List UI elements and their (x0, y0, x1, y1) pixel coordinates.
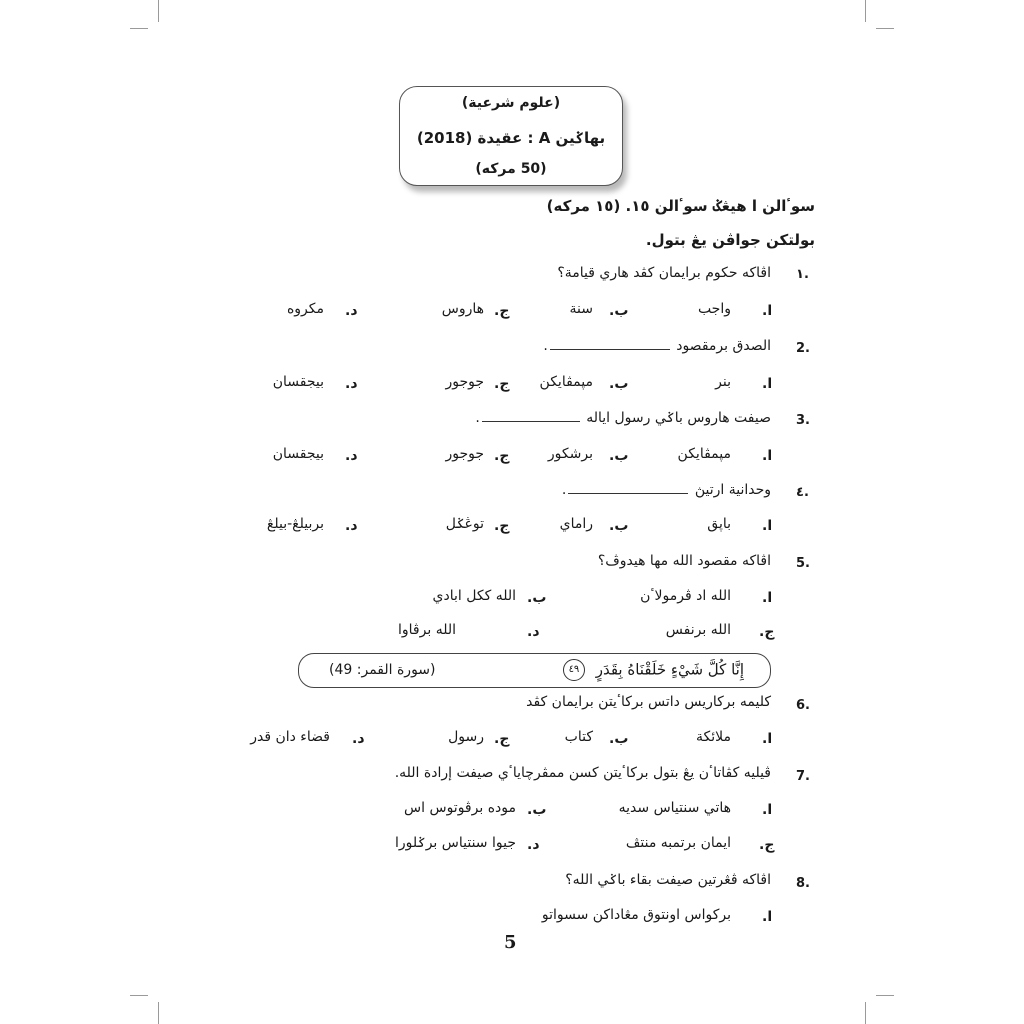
answer-blank (482, 421, 580, 422)
instruction-line-2: بولتكن جواڤن يڠ بتول. (645, 231, 815, 249)
option-letter: د. (527, 837, 540, 853)
question-text (475, 410, 771, 426)
option-letter: ا. (762, 303, 773, 319)
question-text-after: . (543, 338, 548, 354)
option-letter: ب. (609, 376, 629, 392)
option-text: باڽق (707, 516, 731, 532)
page-number: 5 (504, 932, 517, 953)
question-text-before: صيفت هاروس باݢي رسول اياله (586, 410, 771, 426)
option-text: مكروه (286, 301, 324, 317)
question-text: ڤيليه كڤاتاٴن يڠ بتول بركاٴيتن كسن ممڤرچاياٴي صيفت إرادة الله. (394, 765, 771, 781)
option-letter: د. (345, 376, 358, 392)
option-text: موده برڤوتوس اس (404, 800, 516, 816)
option-text: بركواس اونتوق مڠاداكن سسواتو (541, 907, 731, 923)
question-number: 3. (796, 413, 810, 428)
crop-mark (876, 28, 894, 29)
option-text: مڽمڤايكن (677, 446, 731, 462)
question-text: اڤاكه مقصود الله مها هيدوڤ؟ (597, 553, 771, 569)
option-text: ايمان برتمبه منتڤ (625, 835, 731, 851)
option-text: هاروس (441, 301, 484, 317)
crop-mark (876, 995, 894, 996)
option-letter: ا. (762, 376, 773, 392)
instruction-line-1: سوٴالن ا هيڠݢ سوٴالن ١٥. (١٥ مركه) (546, 197, 815, 215)
option-text: بيجقسان (272, 446, 324, 462)
option-letter: د. (352, 731, 365, 747)
subject-title: (علوم شرعية) (461, 95, 561, 111)
option-letter: ب. (609, 303, 629, 319)
option-text: الله ككل ابادي (432, 588, 516, 604)
quran-verse (563, 659, 744, 681)
option-letter: د. (345, 303, 358, 319)
option-text: الله برڤاوا (398, 622, 456, 638)
option-letter: ا. (762, 448, 773, 464)
option-text: برشكور (547, 446, 593, 462)
question-number: 7. (796, 769, 810, 784)
option-text: سنة (569, 301, 593, 317)
section-title-box (399, 86, 623, 186)
section-title: بهاݢين A : عقيدة (2018) (416, 129, 606, 147)
option-letter: ب. (527, 802, 547, 818)
crop-mark (865, 0, 866, 22)
answer-blank (550, 349, 670, 350)
option-letter: د. (345, 448, 358, 464)
option-letter: ا. (762, 802, 773, 818)
question-text-after: . (561, 482, 567, 498)
question-text (543, 338, 771, 354)
quran-verse-box (298, 653, 771, 688)
option-text: هاتي سنتياس سديه (618, 800, 731, 816)
option-text: جوجور (445, 374, 484, 390)
option-text: توڠݢل (445, 516, 484, 532)
option-text: جيوا سنتياس برݢلورا (394, 835, 516, 851)
question-number: ١. (796, 267, 809, 282)
option-letter: ج. (494, 518, 510, 534)
option-letter: ا. (762, 731, 773, 747)
question-text: اڤاكه ڤڠرتين صيفت بقاء باݢي الله؟ (565, 872, 771, 888)
question-text (562, 482, 771, 498)
question-text-after: . (475, 410, 480, 426)
ayah-number-mark: ٤٩ (563, 659, 585, 681)
option-text: بيجقسان (272, 374, 324, 390)
answer-blank (568, 493, 688, 494)
option-text: راماي (559, 516, 593, 532)
option-letter: ج. (759, 837, 775, 853)
option-text: الله اد ڤرمولاٴن (640, 588, 731, 604)
option-text: قضاء دان قدر (250, 729, 330, 745)
option-text: بربيلڠ-بيلڠ (266, 516, 324, 532)
crop-mark (130, 995, 148, 996)
option-letter: ا. (762, 590, 773, 606)
option-text: الله برنفس (665, 622, 731, 638)
verse-reference: (سورة القمر: 49) (329, 662, 436, 678)
option-text: كتاب (564, 729, 593, 745)
question-text: كليمه بركاريس داتس بركاٴيتن برايمان كڤد (526, 694, 771, 710)
crop-mark (130, 28, 148, 29)
question-text-before: وحدانية ارتيڽ (694, 482, 771, 498)
option-letter: ا. (762, 909, 773, 925)
option-letter: د. (345, 518, 358, 534)
question-number: 8. (796, 876, 810, 891)
option-letter: ج. (759, 624, 775, 640)
option-text: بنر (715, 374, 731, 390)
question-number: ٤. (796, 485, 809, 500)
question-text-before: الصدق برمقصود (676, 338, 771, 354)
question-number: 6. (796, 698, 810, 713)
crop-mark (158, 0, 159, 22)
option-letter: ج. (494, 448, 510, 464)
option-letter: ج. (494, 303, 510, 319)
option-letter: ا. (762, 518, 773, 534)
verse-text: إِنَّا كُلَّ شَيْءٍ خَلَقْنَاهُ بِقَدَرٍ (595, 660, 744, 679)
marks-title: (50 مركه) (475, 161, 547, 177)
option-letter: ج. (494, 376, 510, 392)
option-letter: ب. (609, 731, 629, 747)
option-letter: د. (527, 624, 540, 640)
question-number: 5. (796, 556, 810, 571)
question-number: 2. (796, 341, 810, 356)
option-text: جوجور (445, 446, 484, 462)
crop-mark (158, 1002, 159, 1024)
option-letter: ب. (527, 590, 547, 606)
option-letter: ج. (494, 731, 510, 747)
option-letter: ب. (609, 448, 629, 464)
question-text: اڤاكه حكوم برايمان كڤد هاري قيامة؟ (557, 265, 771, 281)
option-text: رسول (448, 729, 484, 745)
option-text: مڽمڤايكن (539, 374, 593, 390)
option-text: واجب (697, 301, 731, 317)
option-text: ملائكة (696, 729, 731, 745)
option-letter: ب. (609, 518, 629, 534)
crop-mark (865, 1002, 866, 1024)
